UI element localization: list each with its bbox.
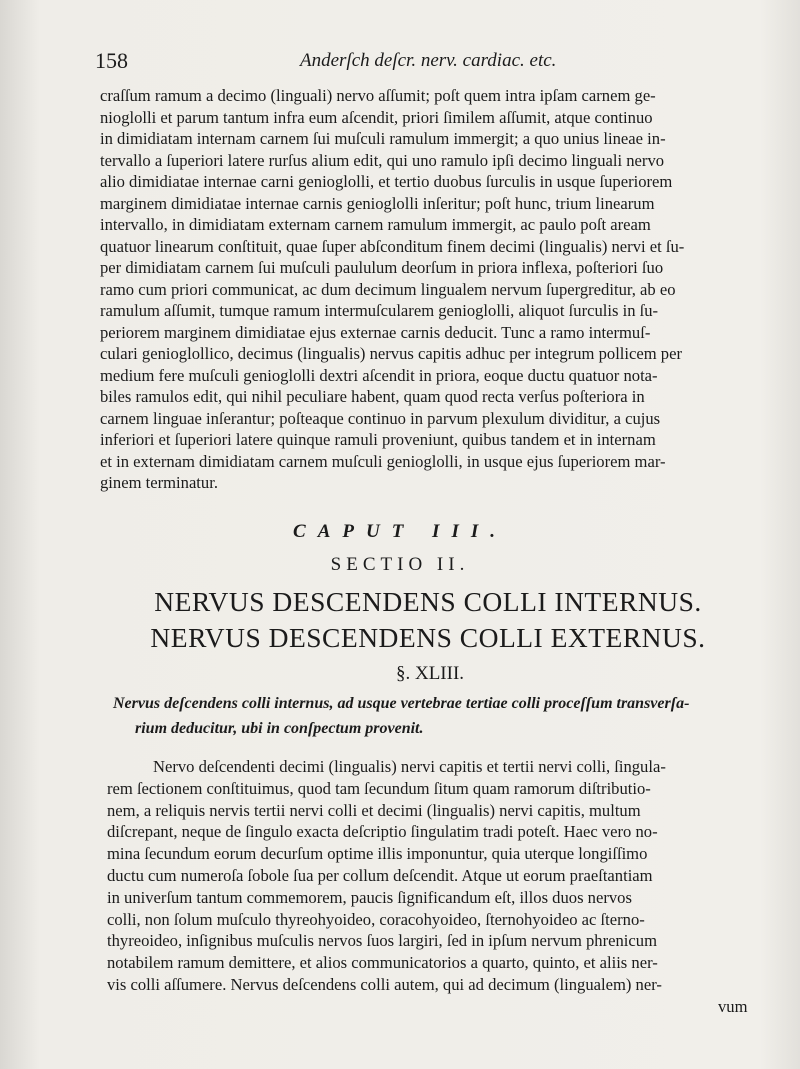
page-header bbox=[95, 48, 755, 76]
text-line: mina ſecundum eorum decurſum optime illis imponuntur, quia uterque longiſſimo bbox=[107, 844, 648, 864]
paragraph-main bbox=[107, 756, 752, 996]
text-line: ramo cum priori communicat, ac dum decimum lingualem nervum ſupergreditur, ab eo bbox=[100, 279, 676, 299]
section-summary bbox=[113, 691, 753, 741]
catchword: vum bbox=[718, 997, 748, 1016]
text-line: medium fere muſculi genioglolli dextri aſcendit in priora, eoque ductu quatuor nota- bbox=[100, 365, 658, 385]
section-heading: SECTIO II. bbox=[330, 554, 470, 575]
text-line: alio dimidiatae internae carni genioglolli, et tertio duobus ſurculis in usque ſuperiorem bbox=[100, 172, 673, 191]
text-line: ramulum aſſumit, tumque ramum intermuſcularem genioglolli, aliquot ſurculis in ſu- bbox=[100, 301, 659, 320]
text-line: Nervo deſcendenti decimi (lingualis) nervi capitis et tertii nervi colli, ſingula- bbox=[153, 757, 666, 776]
text-line: marginem dimidiatae internae carnis genioglolli inſeritur; poſt hunc, trium linearum bbox=[100, 193, 655, 213]
text-line: vis colli aſſumere. Nervus deſcendens colli autem, qui ad decimum (lingualem) ner- bbox=[107, 974, 662, 994]
summary-line: Nervus deſcendens colli internus, ad usque vertebrae tertiae colli proceſſum transverſa- bbox=[113, 695, 690, 712]
text-line: nioglolli et parum tantum infra eum aſcendit, priori ſimilem aſſumit, atque continuo bbox=[100, 107, 653, 127]
paragraph-continuation bbox=[100, 85, 750, 494]
text-line: colli, non ſolum muſculo thyreohyoideo, coracohyoideo, ſternohyoideo ac ſterno- bbox=[107, 909, 645, 929]
text-line: quatuor linearum conſtituit, quae ſuper abſconditum finem decimi (lingualis) nervi et ſu- bbox=[100, 236, 685, 256]
text-line: notabilem ramum demittere, et alios communicatorios a quarto, quinto, et aliis ner- bbox=[107, 953, 658, 973]
paragraph-number: §. XLIII. bbox=[395, 663, 465, 684]
text-line: diſcrepant, neque de ſingulo exacta deſcriptio ſingulatim tradi poteſt. Haec vero no- bbox=[107, 822, 658, 842]
text-line: rem ſectionem conſtituimus, quod tam ſecundum ſitum quam ramorum diſtributio- bbox=[107, 778, 651, 798]
text-line: in univerſum tantum commemorem, paucis ſignificandum eſt, illos duos nervos bbox=[107, 887, 632, 907]
nerve-title-externus: NERVUS DESCENDENS COLLI EXTERNUS. bbox=[150, 622, 706, 653]
running-title: Anderſch deſcr. nerv. cardiac. etc. bbox=[300, 50, 557, 71]
text-line: ginem terminatur. bbox=[100, 473, 218, 492]
text-line: per dimidiatam carnem ſui muſculi paululum deorſum in priora inflexa, poſteriori ſuo bbox=[100, 258, 664, 277]
page-number: 158 bbox=[95, 48, 128, 73]
text-line: ductu cum numeroſa ſobole ſua per collum deſcendit. Atque ut eorum praeſtantiam bbox=[107, 865, 653, 885]
text-line: thyreoideo, inſignibus muſculis nervos ſuos largiri, ſed in ipſum nervum phrenicum bbox=[107, 931, 657, 951]
text-line: inferiori et ſuperiori latere quinque ramuli proveniunt, quibus tandem et in internam bbox=[100, 430, 656, 449]
text-line: intervallo, in dimidiatam externam carnem ramulum immergit, ac paulo poſt aream bbox=[100, 215, 651, 234]
nerve-title-internus: NERVUS DESCENDENS COLLI INTERNUS. bbox=[154, 586, 702, 617]
text-line: biles ramulos edit, qui nihil peculiare habent, quam quod recta verſus poſteriora in bbox=[100, 387, 645, 406]
text-line: in dimidiatam internam carnem ſui muſculi ramulum immergit; a quo unius lineae in- bbox=[100, 129, 666, 148]
text-line: tervallo a ſuperiori latere rurſus alium edit, qui uno ramulo ipſi decimo linguali nervo bbox=[100, 150, 665, 170]
text-line: craſſum ramum a decimo (linguali) nervo aſſumit; poſt quem intra ipſam carnem ge- bbox=[100, 86, 656, 105]
text-line: carnem linguae inſerantur; poſteaque continuo in parvum plexulum dividitur, a cujus bbox=[100, 408, 661, 428]
text-line: et in externam dimidiatam carnem muſculi genioglolli, in usque ejus ſuperiorem mar- bbox=[100, 451, 666, 471]
text-line: nem, a reliquis nervis tertii nervi colli et decimi (lingualis) nervi capitis, multum bbox=[107, 800, 641, 820]
chapter-heading: CAPUT III. bbox=[293, 521, 507, 542]
text-line: periorem marginem dimidiatae ejus externae carnis deducit. Tunc a ramo intermuſ- bbox=[100, 322, 651, 342]
text-line: culari genioglollico, decimus (lingualis) nervus capitis adhuc per integrum pollicem per bbox=[100, 344, 682, 363]
summary-line: rium deducitur, ubi in conſpectum provenit. bbox=[135, 720, 424, 737]
